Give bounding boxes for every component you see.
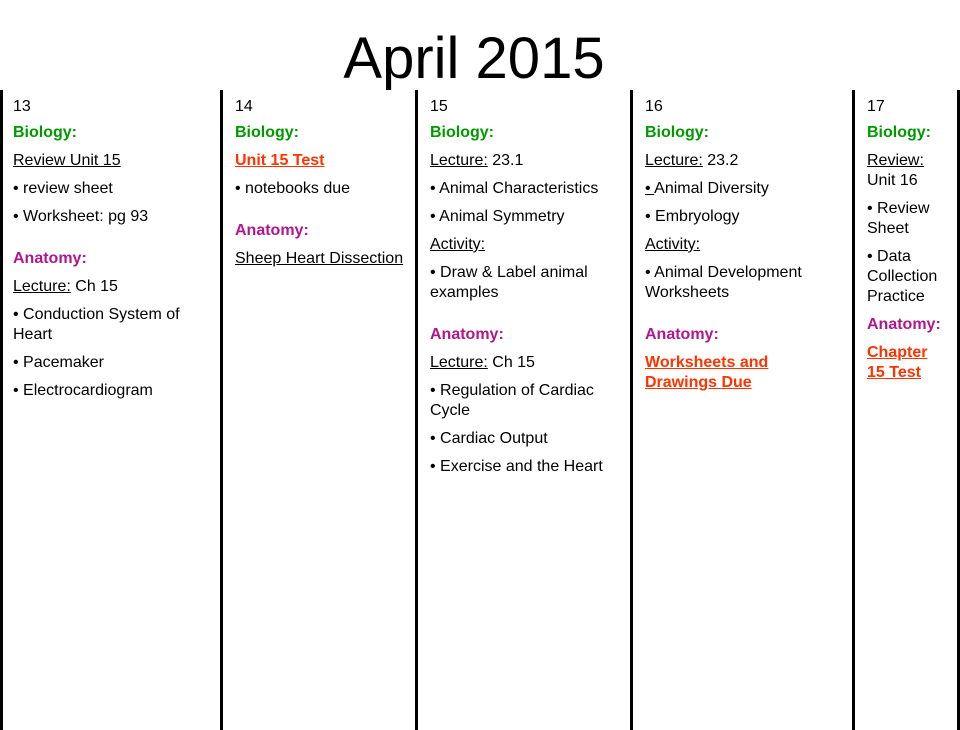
day-cell-14	[223, 90, 418, 730]
anatomy-heading: Anatomy:	[645, 326, 719, 343]
biology-item: • notebooks due	[235, 180, 351, 197]
biology-item: • Embryology	[645, 208, 740, 225]
anatomy-lecture	[430, 353, 620, 373]
anatomy-item: Sheep Heart Dissection	[235, 250, 404, 267]
date-label: 14	[235, 98, 253, 115]
biology-item: • Animal Development Worksheets	[645, 264, 802, 301]
anatomy-heading: Anatomy:	[235, 222, 309, 239]
biology-item: • Review Sheet	[867, 200, 930, 237]
activity-label: Activity:	[645, 236, 701, 253]
due-label: Worksheets and Drawings Due	[645, 354, 769, 391]
biology-heading: Biology:	[430, 124, 494, 141]
biology-item: • Data Collection Practice	[867, 248, 938, 305]
activity-label: Activity:	[430, 236, 486, 253]
lecture-value: Ch 15	[487, 354, 535, 371]
anatomy-item: • Pacemaker	[13, 354, 104, 371]
lecture-label: Lecture:	[645, 152, 703, 169]
biology-item	[645, 179, 842, 199]
date-label: 16	[645, 98, 663, 115]
bullet: •	[645, 180, 655, 197]
biology-heading: Biology:	[867, 124, 931, 141]
biology-item: • Animal Symmetry	[430, 208, 565, 225]
biology-heading: Biology:	[645, 124, 709, 141]
biology-heading: Biology:	[13, 124, 77, 141]
biology-item: • Draw & Label animal examples	[430, 264, 588, 301]
day-cell-16	[633, 90, 855, 730]
date-label: 17	[867, 98, 885, 115]
biology-lecture	[430, 151, 620, 171]
item-text: Animal Diversity	[654, 180, 769, 197]
lecture-value: Ch 15	[70, 278, 118, 295]
biology-heading: Biology:	[235, 124, 299, 141]
anatomy-heading: Anatomy:	[13, 250, 87, 267]
test-label: Chapter 15 Test	[867, 344, 928, 381]
lecture-label: Lecture:	[13, 278, 71, 295]
lecture-value: 23.1	[487, 152, 524, 169]
biology-lecture	[645, 151, 842, 171]
lecture-label: Lecture:	[430, 354, 488, 371]
anatomy-heading: Anatomy:	[430, 326, 504, 343]
anatomy-heading: Anatomy:	[867, 316, 941, 333]
anatomy-item: • Conduction System of Heart	[13, 306, 180, 343]
biology-item: Review Unit 15	[13, 152, 121, 169]
review-label: Review:	[867, 152, 924, 169]
anatomy-item: • Exercise and the Heart	[430, 458, 603, 475]
day-cell-13	[0, 90, 223, 730]
anatomy-lecture	[13, 277, 210, 297]
test-label: Unit 15 Test	[235, 152, 325, 169]
biology-review	[867, 151, 947, 191]
review-value: Unit 16	[867, 172, 918, 189]
day-cell-15	[418, 90, 633, 730]
date-label: 15	[430, 98, 448, 115]
anatomy-item: • Regulation of Cardiac Cycle	[430, 382, 594, 419]
day-cell-17	[855, 90, 960, 730]
page-title: April 2015	[343, 26, 605, 91]
lecture-value: 23.2	[702, 152, 739, 169]
anatomy-item: • Cardiac Output	[430, 430, 548, 447]
biology-item: • review sheet	[13, 180, 113, 197]
biology-item: • Animal Characteristics	[430, 180, 599, 197]
lecture-label: Lecture:	[430, 152, 488, 169]
date-label: 13	[13, 98, 31, 115]
anatomy-item: • Electrocardiogram	[13, 382, 153, 399]
biology-item: • Worksheet: pg 93	[13, 208, 149, 225]
